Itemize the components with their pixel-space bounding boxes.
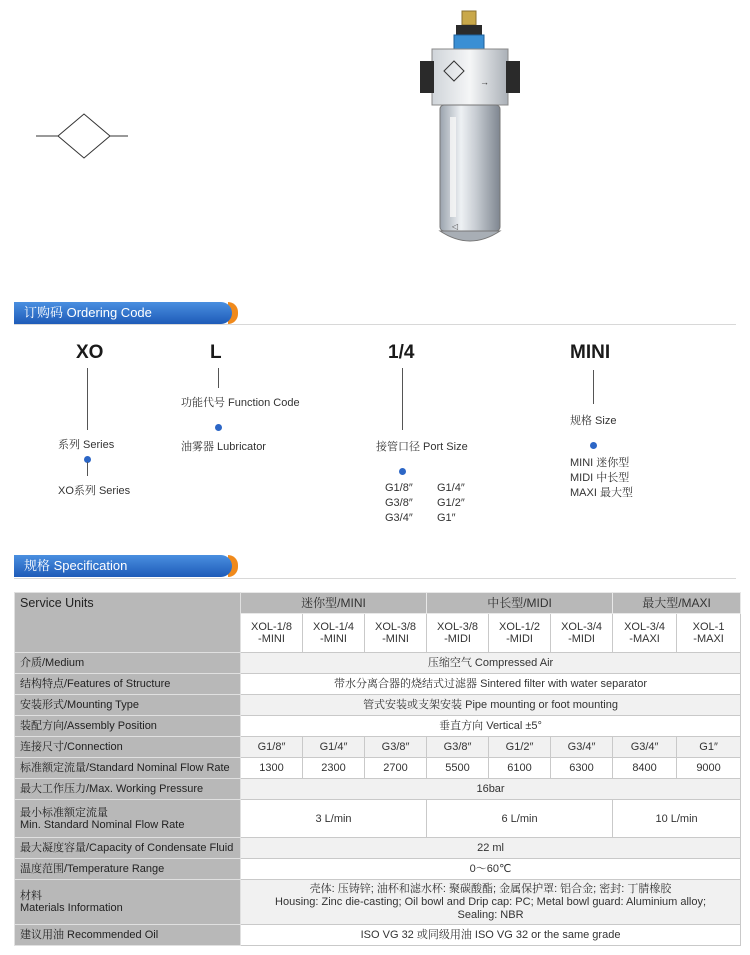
size-dot: [590, 442, 597, 449]
model-cell: XOL-1 -MAXI: [677, 614, 741, 653]
port-label: 接管口径 Port Size: [376, 441, 468, 453]
specification-table: [14, 592, 741, 946]
flow-cell: 5500: [427, 758, 489, 779]
connection-cell: G3/8″: [365, 737, 427, 758]
table-row: [15, 880, 741, 925]
row-value: 0～60℃: [241, 859, 741, 880]
model-cell: XOL-3/4 -MIDI: [551, 614, 613, 653]
series-line-2: [87, 462, 88, 476]
row-value: 22 ml: [241, 838, 741, 859]
connection-cell: G1″: [677, 737, 741, 758]
connection-cell: G1/4″: [303, 737, 365, 758]
table-row: [15, 800, 741, 838]
size-option: MINI 迷你型: [570, 457, 630, 469]
row-label: 最小标准额定流量 Min. Standard Nominal Flow Rate: [15, 800, 241, 838]
row-label: 结构特点/Features of Structure: [15, 674, 241, 695]
flow-cell: 9000: [677, 758, 741, 779]
model-cell: XOL-1/2 -MIDI: [489, 614, 551, 653]
function-value: 油雾器 Lubricator: [181, 441, 266, 453]
code-size: MINI: [570, 342, 611, 363]
row-value: 带水分离合器的烧结式过滤器 Sintered filter with water separator: [241, 674, 741, 695]
size-option: MAXI 最大型: [570, 487, 633, 499]
model-cell: XOL-3/8 -MINI: [365, 614, 427, 653]
table-row: [15, 758, 741, 779]
ordering-code-header: 订购码 Ordering Code: [14, 302, 232, 324]
size-line: [593, 370, 594, 404]
table-row: [15, 716, 741, 737]
model-cell: XOL-3/8 -MIDI: [427, 614, 489, 653]
port-size-item: G1/4″: [437, 482, 465, 494]
row-label: 安装形式/Mounting Type: [15, 695, 241, 716]
row-label: 标准额定流量/Standard Nominal Flow Rate: [15, 758, 241, 779]
size-options: [570, 456, 660, 501]
table-row: [15, 674, 741, 695]
port-sizes-left: [385, 481, 429, 526]
row-label: 最大凝度容量/Capacity of Condensate Fluid: [15, 838, 241, 859]
table-row: [15, 838, 741, 859]
connection-cell: G3/8″: [427, 737, 489, 758]
port-size-item: G3/8″: [385, 497, 413, 509]
flow-cell: 6100: [489, 758, 551, 779]
row-label: 建议用油 Recommended Oil: [15, 925, 241, 946]
port-line: [402, 368, 403, 430]
row-label: 连接尺寸/Connection: [15, 737, 241, 758]
group-midi: 中长型/MIDI: [427, 593, 613, 614]
flow-cell: 1300: [241, 758, 303, 779]
table-row: [15, 737, 741, 758]
connection-cell: G1/2″: [489, 737, 551, 758]
port-dot: [399, 468, 406, 475]
code-port: 1/4: [388, 342, 415, 363]
row-label: 介质/Medium: [15, 653, 241, 674]
group-mini: 迷你型/MINI: [241, 593, 427, 614]
table-row: [15, 779, 741, 800]
table-row: [15, 653, 741, 674]
port-size-item: G1/2″: [437, 497, 465, 509]
row-value: 压缩空气 Compressed Air: [241, 653, 741, 674]
model-cell: XOL-3/4 -MAXI: [613, 614, 677, 653]
connection-cell: G3/4″: [613, 737, 677, 758]
service-units-label: Service Units: [15, 593, 241, 653]
code-function: L: [210, 342, 222, 363]
connection-cell: G3/4″: [551, 737, 613, 758]
connection-cell: G1/8″: [241, 737, 303, 758]
svg-text:◁: ◁: [452, 222, 459, 231]
port-sizes-right: [437, 481, 481, 526]
port-size-item: G1″: [437, 512, 456, 524]
flow-cell: 8400: [613, 758, 677, 779]
row-label: 温度范围/Temperature Range: [15, 859, 241, 880]
row-label: 装配方向/Assembly Position: [15, 716, 241, 737]
port-size-item: G3/4″: [385, 512, 413, 524]
min-flow-cell: 6 L/min: [427, 800, 613, 838]
model-cell: XOL-1/8 -MINI: [241, 614, 303, 653]
svg-text:→: →: [480, 77, 489, 87]
table-row: [15, 695, 741, 716]
table-row: [15, 593, 741, 614]
spec-divider: [14, 578, 736, 579]
row-value: 垂直方向 Vertical ±5°: [241, 716, 741, 737]
lubricator-product-image: [410, 5, 530, 255]
series-value: XO系列 Series: [58, 485, 131, 497]
code-series: XO: [76, 342, 104, 363]
min-flow-cell: 3 L/min: [241, 800, 427, 838]
port-size-item: G1/8″: [385, 482, 413, 494]
series-label: 系列 Series: [58, 439, 115, 451]
size-option: MIDI 中长型: [570, 472, 630, 484]
lubricator-symbol-icon: [36, 112, 128, 168]
model-cell: XOL-1/4 -MINI: [303, 614, 365, 653]
series-line: [87, 368, 88, 430]
materials-value: 壳体: 压铸锌; 油杯和滤水杯: 聚碳酸酯; 金属保护罩: 铝合金; 密封: 丁腈橡胶 Housing: Zinc die-casting; Oil bowl and Drip cap: PC; Metal bowl guard: Aluminium alloy; Sealing: NBR: [241, 880, 741, 925]
row-label: 材料 Materials Information: [15, 880, 241, 925]
row-label: 最大工作压力/Max. Working Pressure: [15, 779, 241, 800]
function-label: 功能代号 Function Code: [181, 397, 300, 409]
flow-cell: 2700: [365, 758, 427, 779]
function-line: [218, 368, 219, 388]
min-flow-cell: 10 L/min: [613, 800, 741, 838]
function-dot: [215, 424, 222, 431]
specification-header: 规格 Specification: [14, 555, 232, 577]
table-row: [15, 859, 741, 880]
row-value: ISO VG 32 或同级用油 ISO VG 32 or the same grade: [241, 925, 741, 946]
ordering-divider: [14, 324, 736, 325]
table-row: [15, 925, 741, 946]
flow-cell: 6300: [551, 758, 613, 779]
group-maxi: 最大型/MAXI: [613, 593, 741, 614]
size-label: 规格 Size: [570, 415, 617, 427]
flow-cell: 2300: [303, 758, 365, 779]
row-value: 管式安装或支架安装 Pipe mounting or foot mounting: [241, 695, 741, 716]
row-value: 16bar: [241, 779, 741, 800]
